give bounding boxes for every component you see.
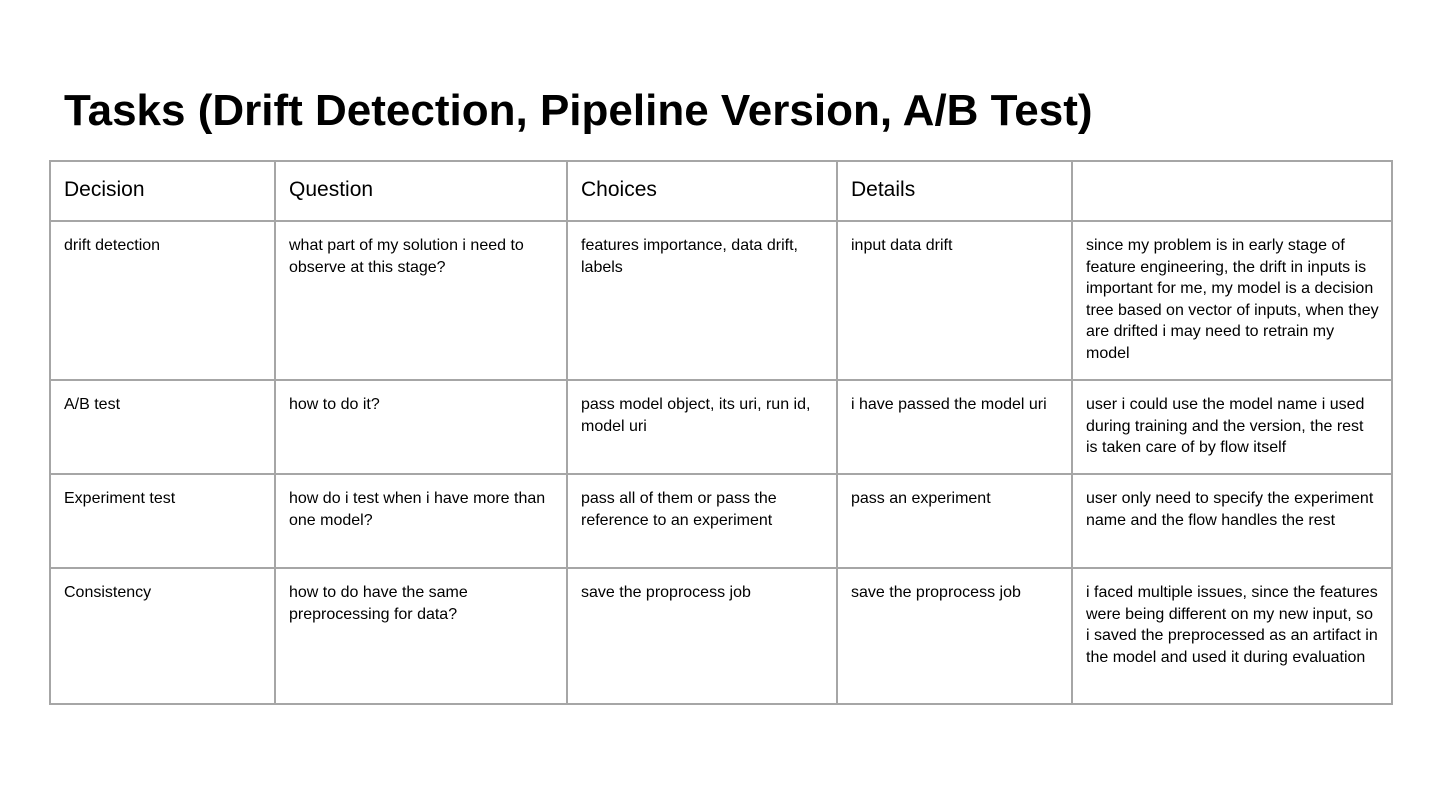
cell-notes: user i could use the model name i used during training and the version, the rest is taken care of by flow itself: [1072, 380, 1392, 474]
table-row: [50, 568, 1392, 704]
cell-question: how do i test when i have more than one model?: [275, 474, 567, 568]
cell-question: what part of my solution i need to observe at this stage?: [275, 221, 567, 380]
header-notes: [1072, 161, 1392, 221]
cell-decision: Experiment test: [50, 474, 275, 568]
table-row: [50, 380, 1392, 474]
table-row: [50, 474, 1392, 568]
header-choices: Choices: [567, 161, 837, 221]
cell-notes: i faced multiple issues, since the features were being different on my new input, so i saved the preprocessed as an artifact in the model and used it during evaluation: [1072, 568, 1392, 704]
table-header-row: [50, 161, 1392, 221]
slide-title: Tasks (Drift Detection, Pipeline Version, A/B Test): [64, 86, 1093, 135]
cell-notes: since my problem is in early stage of feature engineering, the drift in inputs is important for me, my model is a decision tree based on vector of inputs, when they are drifted i may need to retrain my model: [1072, 221, 1392, 380]
cell-details: input data drift: [837, 221, 1072, 380]
cell-question: how to do it?: [275, 380, 567, 474]
cell-decision: drift detection: [50, 221, 275, 380]
table-row: [50, 221, 1392, 380]
header-details: Details: [837, 161, 1072, 221]
header-decision: Decision: [50, 161, 275, 221]
cell-decision: A/B test: [50, 380, 275, 474]
cell-notes: user only need to specify the experiment name and the flow handles the rest: [1072, 474, 1392, 568]
cell-question: how to do have the same preprocessing for data?: [275, 568, 567, 704]
cell-details: i have passed the model uri: [837, 380, 1072, 474]
task-table: [49, 160, 1393, 705]
cell-choices: pass model object, its uri, run id, model uri: [567, 380, 837, 474]
cell-details: save the proprocess job: [837, 568, 1072, 704]
cell-choices: features importance, data drift, labels: [567, 221, 837, 380]
cell-decision: Consistency: [50, 568, 275, 704]
header-question: Question: [275, 161, 567, 221]
cell-choices: save the proprocess job: [567, 568, 837, 704]
cell-choices: pass all of them or pass the reference to an experiment: [567, 474, 837, 568]
cell-details: pass an experiment: [837, 474, 1072, 568]
